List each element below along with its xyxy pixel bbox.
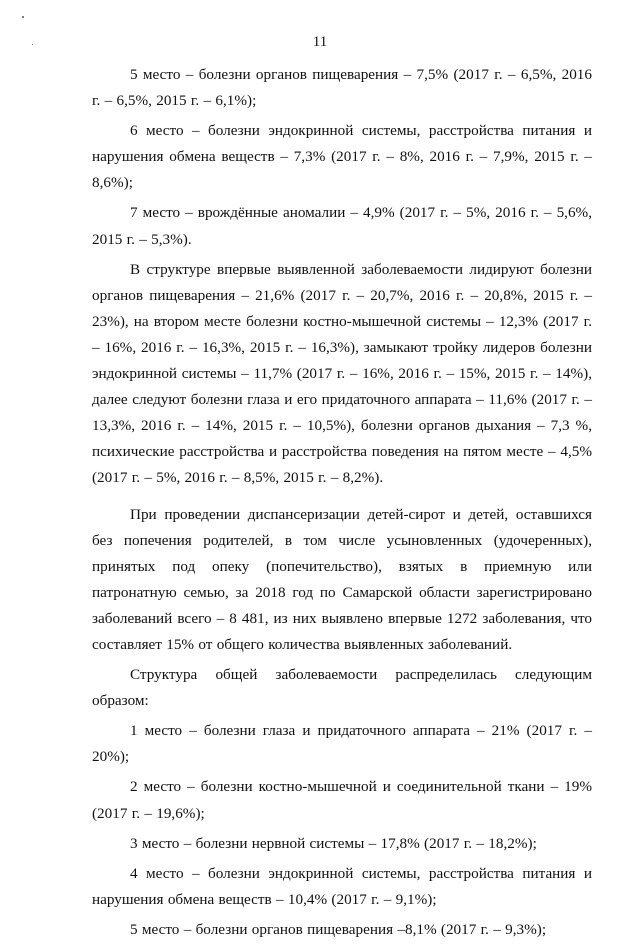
paragraph-new-incidence-structure: В структуре впервые выявленной заболеваемости лидируют болезни органов пищеварения – 21,6% (2017 г. – 20,7%, 2016 г. – 20,8%, 2015 г. – 23%), на втором месте болезни костно-мышечной системы – 12,3% (2017 г. – 16%, 2016 г. – 16,3%, 2015 г. – 16,3%), замыкают тройку лидеров болезни эндокринной системы – 11,7% (2017 г. – 16%, 2016 г. – 15%, 2015 г. – 14%), далее следуют болезни глаза и его придаточного аппарата – 11,6% (2017 г. – 13,3%, 2016 г. – 14%, 2015 г. – 10,5%), болезни органов дыхания – 7,3 %, психические расстройства и расстройства поведения на пятом месте – 4,5% (2017 г. – 5%, 2016 г. – 8,5%, 2015 г. – 8,2%). bbox=[92, 260, 592, 487]
paragraph-rank-1-eye: 1 место – болезни глаза и придаточного аппарата – 21% (2017 г. – 20%); bbox=[92, 722, 592, 766]
paragraph-structure-intro: Структура общей заболеваемости распределилась следующим образом: bbox=[92, 666, 592, 710]
page-number: 11 bbox=[312, 34, 328, 50]
document-body bbox=[92, 62, 592, 947]
paragraph-rank-5-digestive: 5 место – болезни органов пищеварения – 7,5% (2017 г. – 6,5%, 2016 г. – 6,5%, 2015 г. – 6,1%); bbox=[92, 66, 592, 110]
paragraph-orphan-screening: При проведении диспансеризации детей-сирот и детей, оставшихся без попечения родителей, в том числе усыновленных (удочеренных), принятых под опеку (попечительство), взятых в приемную или патронатную семью, за 2018 год по Самарской области зарегистрировано заболеваний всего – 8 481, из них выявлено впервые 1272 заболевания, что составляет 15% от общего количества выявленных заболеваний. bbox=[92, 505, 592, 653]
scan-speck bbox=[22, 16, 24, 18]
paragraph-rank-5-digestive-2018: 5 место – болезни органов пищеварения –8,1% (2017 г. – 9,3%); bbox=[130, 920, 547, 938]
paragraph-rank-4-endocrine: 4 место – болезни эндокринной системы, расстройства питания и нарушения обмена веществ – 10,4% (2017 г. – 9,1%); bbox=[92, 864, 592, 908]
paragraph-rank-3-nervous: 3 место – болезни нервной системы – 17,8% (2017 г. – 18,2%); bbox=[130, 834, 537, 852]
paragraph-rank-7-congenital: 7 место – врождённые аномалии – 4,9% (2017 г. – 5%, 2016 г. – 5,6%, 2015 г. – 5,3%). bbox=[92, 204, 592, 248]
paragraph-rank-2-musculoskeletal: 2 место – болезни костно-мышечной и соединительной ткани – 19% (2017 г. – 19,6%); bbox=[92, 778, 592, 822]
paragraph-rank-6-endocrine: 6 место – болезни эндокринной системы, расстройства питания и нарушения обмена веществ – 7,3% (2017 г. – 8%, 2016 г. – 7,9%, 2015 г. – 8,6%); bbox=[92, 122, 592, 192]
